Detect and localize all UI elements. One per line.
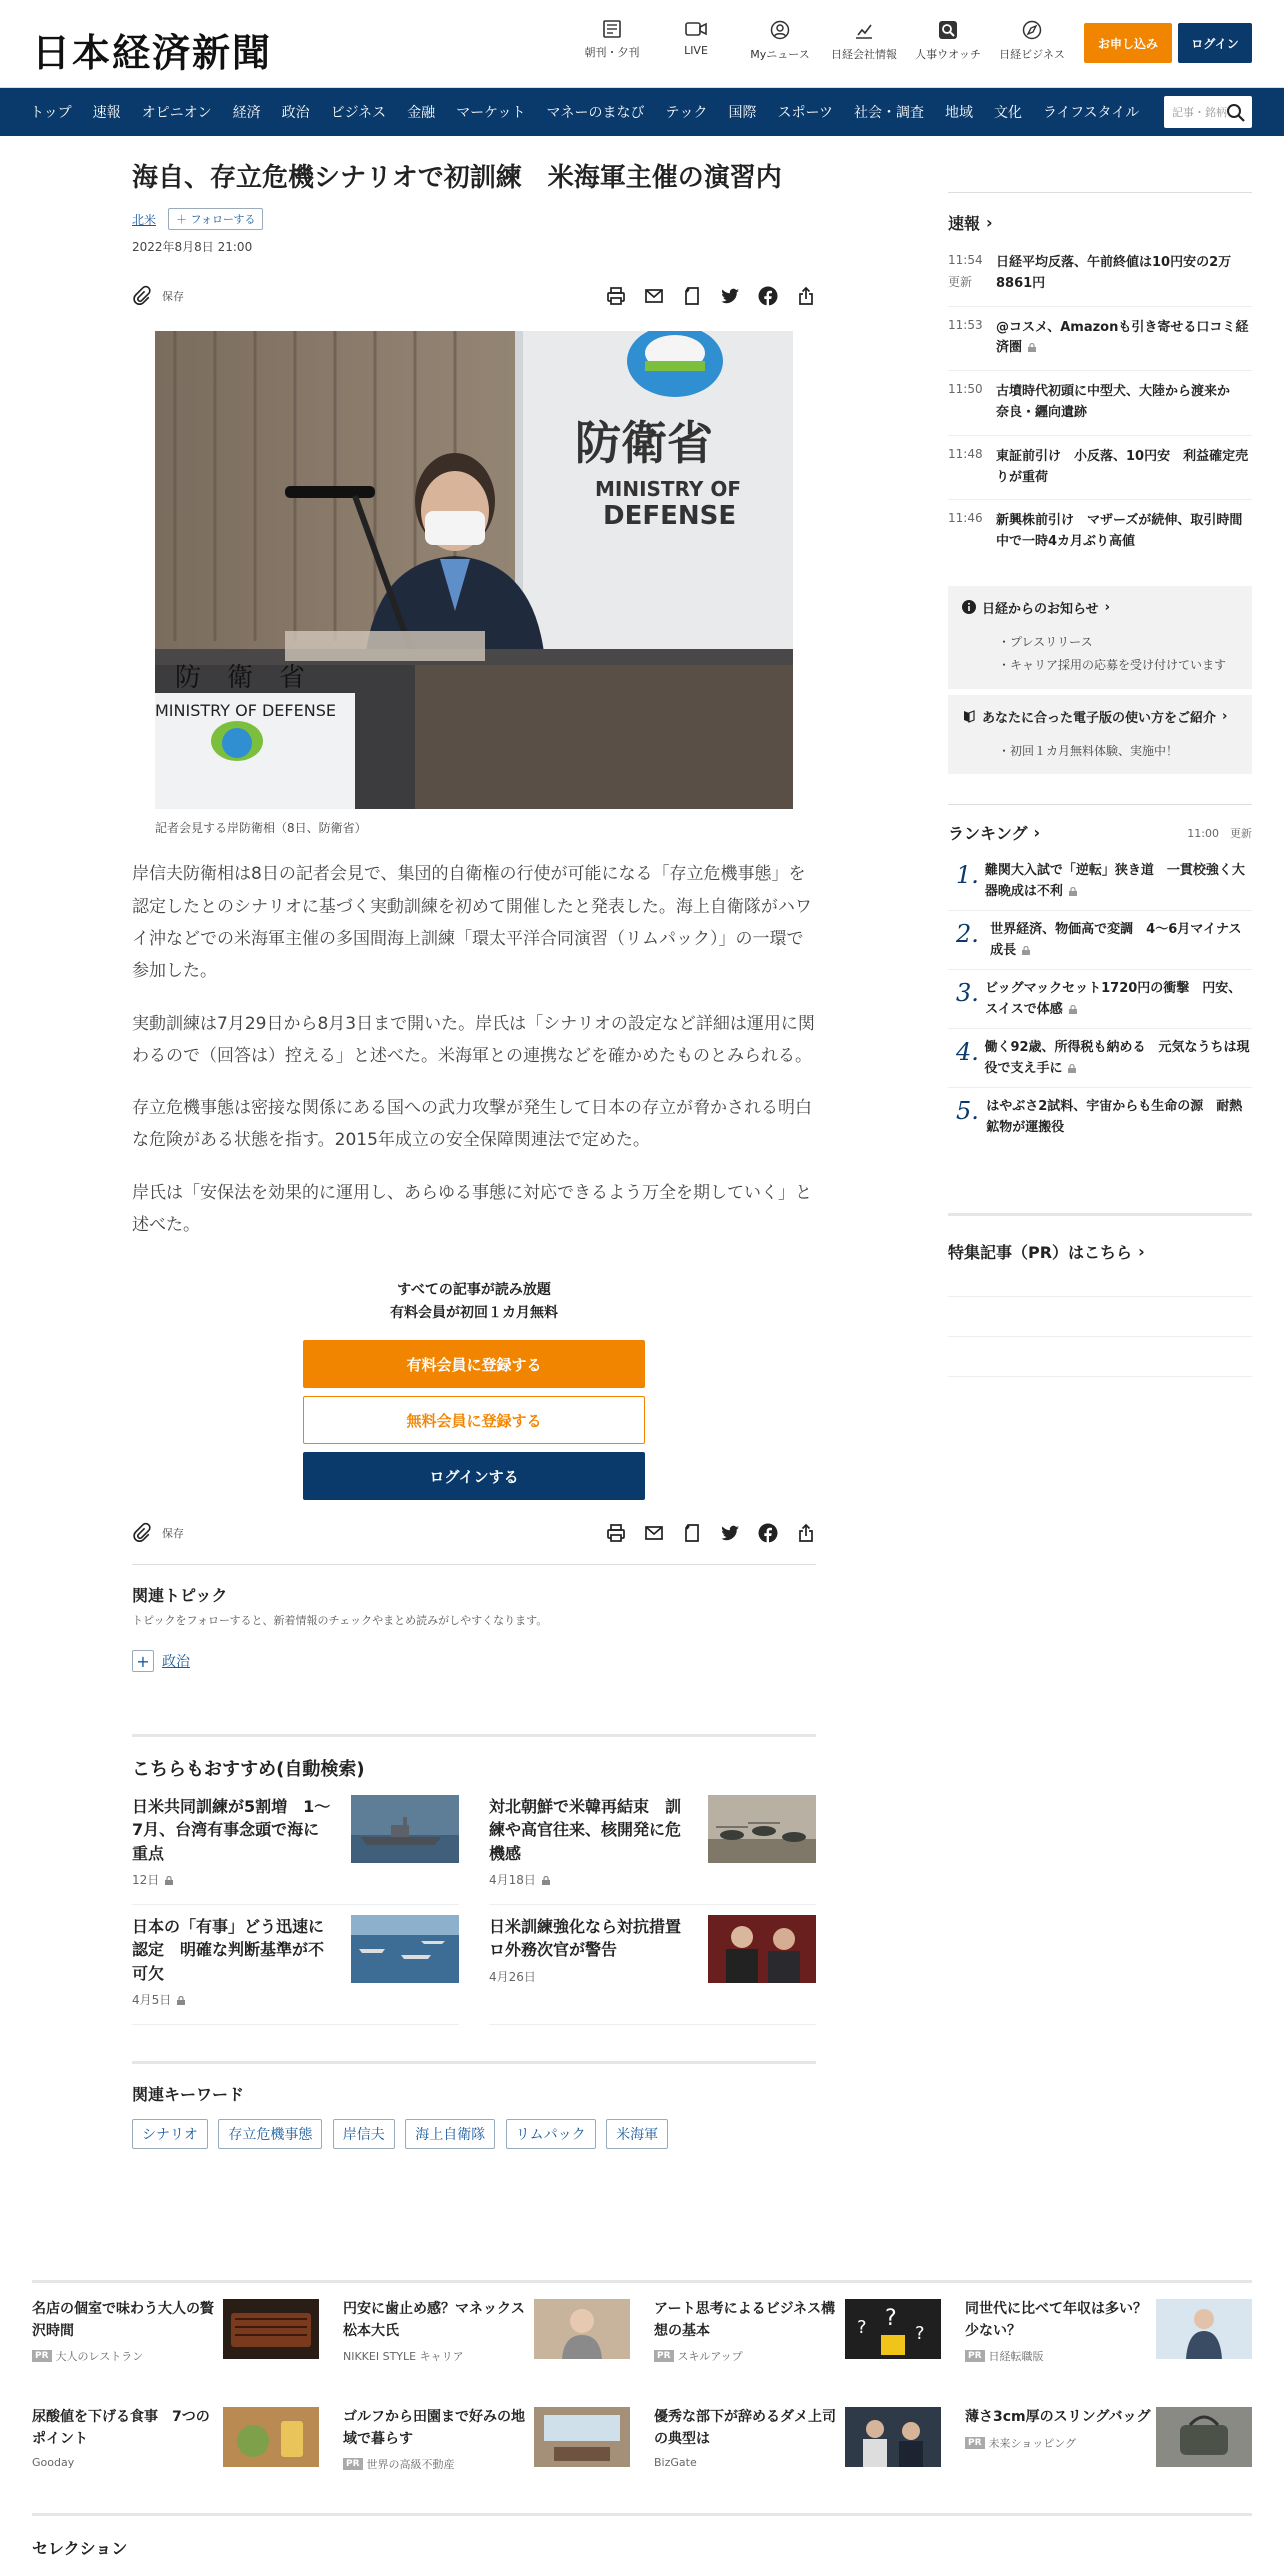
press-conference-image <box>155 331 793 809</box>
sidebar <box>948 192 1252 1377</box>
svg-text:?: ? <box>857 2317 867 2338</box>
nav-item[interactable]: トップ <box>30 105 72 121</box>
keyword-list <box>132 2119 816 2149</box>
flash-news-list <box>948 242 1252 564</box>
header-link-paper[interactable]: 朝刊・夕刊 <box>570 20 654 62</box>
svg-text:防 衛 省: 防 衛 省 <box>175 663 306 694</box>
keywords-section <box>132 2061 816 2149</box>
search-icon[interactable] <box>1226 103 1246 123</box>
bottom-grid <box>32 2283 1252 2499</box>
paperclip-icon <box>132 285 152 307</box>
free-register-button[interactable]: 無料会員に登録する <box>303 1396 645 1444</box>
note-icon[interactable] <box>682 286 702 306</box>
note-icon[interactable] <box>682 1523 702 1543</box>
interior-image <box>534 2407 630 2467</box>
mail-icon[interactable] <box>644 286 664 306</box>
save-button[interactable]: 保存 <box>132 1522 184 1544</box>
nav-item[interactable]: 速報 <box>92 105 121 121</box>
office-image <box>845 2407 941 2467</box>
chevron-right-icon: › <box>1138 1242 1145 1262</box>
twitter-icon[interactable] <box>720 1523 740 1543</box>
book-icon <box>962 709 976 723</box>
article-photo <box>155 331 793 809</box>
keywords-title: 関連キーワード <box>132 2085 245 2105</box>
flash-item[interactable]: 11:53 @コスメ、Amazonも引き寄せる口コミ経済圏 <box>948 307 1252 372</box>
promo-item[interactable]: 円安に歯止め感？マネックス松本大氏 NIKKEI STYLE キャリア <box>343 2283 630 2391</box>
save-button[interactable]: 保存 <box>132 285 184 307</box>
ranking-list <box>948 852 1252 1147</box>
header-link-company[interactable]: 日経会社情報 <box>822 20 906 62</box>
ranking-title[interactable]: ランキング › <box>948 823 1041 844</box>
promo-item[interactable]: 優秀な部下が辞めるダメ上司の典型は BizGate <box>654 2391 941 2499</box>
related-topics-title: 関連トピック <box>132 1586 228 1606</box>
nav-item[interactable]: ライフスタイル <box>1042 105 1140 121</box>
apply-button[interactable]: お申し込み <box>1084 23 1172 63</box>
chevron-right-icon: › <box>1033 823 1041 843</box>
nav-item[interactable]: 文化 <box>993 105 1022 121</box>
plus-icon[interactable]: + <box>132 1650 154 1672</box>
ranking-item[interactable]: 4. 働く92歳、所得税も納める 元気なうちは現役で支え手に <box>948 1029 1252 1088</box>
helicopters-image <box>708 1795 816 1863</box>
chevron-right-icon: › <box>1104 599 1110 615</box>
flash-item[interactable]: 11:46 新興株前引け マザーズが続伸、取引時間中で一時4カ月ぶり高値 <box>948 511 1243 550</box>
twitter-icon[interactable] <box>720 286 740 306</box>
main-nav <box>0 88 1284 136</box>
promo-item[interactable]: アート思考によるビジネス構想の基本 PR スキルアップ ? ? ? <box>654 2283 941 2391</box>
promo-item[interactable]: 同世代に比べて年収は多い？少ない？ PR 日経転職版 <box>965 2283 1252 2391</box>
food-image <box>223 2407 319 2467</box>
header-link-jinji[interactable]: 人事ウオッチ <box>906 20 990 62</box>
ranking-item[interactable]: 2. 世界経済、物価高で変調 4～6月マイナス成長 <box>948 911 1252 970</box>
notice-item[interactable]: ・プレスリリース <box>998 634 1093 649</box>
paywall-login-button[interactable]: ログインする <box>303 1452 645 1500</box>
lock-icon <box>1068 1064 1076 1073</box>
lock-icon <box>1028 343 1036 352</box>
pr-placeholder <box>948 1337 1252 1377</box>
recommend-item[interactable]: 日米共同訓練が5割増 1～7月、台湾有事念頭で海に重点 12日 <box>132 1785 459 1905</box>
nav-item[interactable]: スポーツ <box>777 105 833 121</box>
mail-icon[interactable] <box>644 1523 664 1543</box>
lock-icon <box>1022 946 1030 955</box>
header-link-live[interactable]: LIVE <box>654 20 738 62</box>
warship-image <box>351 1795 459 1863</box>
header-link-business[interactable]: 日経ビジネス <box>990 20 1074 62</box>
pr-title[interactable]: 特集記事（PR）はこちら › <box>948 1242 1145 1263</box>
newspaper-icon <box>602 20 622 38</box>
paywall-line: すべての記事が読み放題 <box>397 1282 551 1299</box>
header-icons <box>570 20 1074 62</box>
notice-title[interactable]: 日経からのお知らせ › <box>962 598 1238 617</box>
lock-icon <box>177 1996 185 2005</box>
article-date: 2022年8月8日 21:00 <box>132 240 253 255</box>
header-link-mynews[interactable]: Myニュース <box>738 20 822 62</box>
keyword-tag[interactable]: シナリオ <box>132 2119 208 2149</box>
article-paragraph: 岸信夫防衛相は8日の記者会見で、集団的自衛権の行使が可能になる「存立危機事態」を認定したとのシナリオに基づく実動訓練を初めて開催したと発表した。海上自衛隊がハワイ沖などでの米海軍主催の多国間海上訓練「環太平洋合同演習（リムパック）」の一環で参加した。 <box>132 864 812 982</box>
photo-caption: 記者会見する岸防衛相（8日、防衛省） <box>155 821 367 836</box>
share-buttons <box>606 1523 816 1543</box>
recommend-item[interactable]: 日本の「有事」どう迅速に認定 明確な判断基準が不可欠 4月5日 <box>132 1905 459 2025</box>
share-icon[interactable] <box>796 286 816 306</box>
fleet-image <box>351 1915 459 1983</box>
facebook-icon[interactable] <box>758 1523 778 1543</box>
pr-section <box>948 1213 1252 1297</box>
restaurant-image <box>223 2299 319 2359</box>
nav-item[interactable]: 社会・調査 <box>853 105 924 121</box>
nav-item[interactable]: 経済 <box>232 105 261 121</box>
nav-item[interactable]: 国際 <box>728 105 757 121</box>
article-paragraph: 岸氏は「安保法を効果的に運用し、あらゆる事態に対応できるよう万全を期していく」と述べた。 <box>132 1182 812 1236</box>
facebook-icon[interactable] <box>758 286 778 306</box>
svg-text:MINISTRY OF DEFENSE: MINISTRY OF DEFENSE <box>155 701 336 721</box>
ranking-header: ランキング › 11:00 更新 <box>948 804 1252 844</box>
pr-placeholder <box>948 1297 1252 1337</box>
keyword-tag[interactable]: 米海軍 <box>606 2119 668 2149</box>
lock-icon <box>542 1876 550 1885</box>
recommend-grid <box>132 1785 816 2025</box>
site-logo[interactable]: 日本経済新聞 <box>32 30 273 75</box>
svg-text:DEFENSE: DEFENSE <box>603 501 737 532</box>
bottom-recommend <box>32 2280 1252 2559</box>
flash-item[interactable]: 11:48 東証前引け 小反落、10円安 利益確定売りが重荷 <box>948 436 1252 501</box>
chevron-right-icon: › <box>1222 708 1228 724</box>
businessman-image <box>1156 2299 1252 2359</box>
notice-item[interactable]: ・初回１カ月無料体験、実施中！ <box>998 743 1179 758</box>
lock-icon <box>165 1876 173 1885</box>
article-paragraph: 存立危機事態は密接な関係にある国への武力攻撃が発生して日本の存立が脅かされる明白な危険がある状態を指す。2015年成立の安全保障関連法で定めた。 <box>132 1098 812 1151</box>
svg-text:?: ? <box>885 2306 897 2331</box>
keyword-tag[interactable]: リムパック <box>506 2119 596 2149</box>
related-topics-desc: トピックをフォローすると、新着情報のチェックやまとめ読みがしやすくなります。 <box>132 1614 548 1628</box>
paperclip-icon <box>132 1522 152 1544</box>
flash-item[interactable]: 11:54 更新 日経平均反落、午前終値は10円安の2万8861円 <box>948 242 1252 307</box>
article-toolbar-bottom <box>132 1518 816 1548</box>
paywall <box>132 1279 816 1500</box>
login-button[interactable]: ログイン <box>1178 23 1252 63</box>
follow-button[interactable]: ＋ フォローする <box>168 208 263 230</box>
guide-title[interactable]: あなたに合った電子版の使い方をご紹介 › <box>962 707 1238 726</box>
article-title: 海自、存立危機シナリオで初訓練 米海軍主催の演習内 <box>132 163 782 193</box>
article-tags <box>132 208 816 230</box>
nav-item[interactable]: 政治 <box>281 105 310 121</box>
question-marks-image <box>845 2299 941 2359</box>
ranking-item[interactable]: 3. ビッグマックセット1720円の衝撃 円安、スイスで体感 <box>948 970 1252 1029</box>
selection-title: セレクション <box>32 2539 128 2558</box>
ranking-item[interactable]: 1. 難関大入試で「逆転」狭き道 一貫校強く大器晩成は不利 <box>948 852 1252 911</box>
compass-icon <box>1022 20 1042 40</box>
recommend-item[interactable]: 日米訓練強化なら対抗措置 ロ外務次官が警告 4月26日 <box>489 1905 816 2025</box>
search-input[interactable]: 記事・銘柄 <box>1164 96 1252 128</box>
promo-item[interactable]: 薄さ3cm厚のスリングバッグ PR 未来ショッピング <box>965 2391 1252 2499</box>
nikkei-notice-box <box>948 586 1252 689</box>
nav-item[interactable]: オピニオン <box>141 105 212 121</box>
chevron-right-icon: › <box>986 213 993 232</box>
ranking-item[interactable]: 5. はやぶさ2試料、宇宙からも生命の源 耐熱鉱物が運搬役 <box>956 1097 1243 1136</box>
lock-icon <box>1069 887 1077 896</box>
topic-link[interactable]: 政治 <box>162 1654 190 1671</box>
paid-register-button[interactable]: 有料会員に登録する <box>303 1340 645 1388</box>
paywall-line: 有料会員が初回１カ月無料 <box>390 1304 558 1321</box>
nav-item[interactable]: テック <box>665 105 708 121</box>
share-icon[interactable] <box>796 1523 816 1543</box>
article-main <box>132 160 816 2149</box>
print-icon[interactable] <box>606 286 626 306</box>
article-paragraph: 実動訓練は7月29日から8月3日まで開いた。岸氏は「シナリオの設定など詳細は運用に関わるので（回答は）控える」と述べた。米海軍との連携などを確かめたものとみられる。 <box>132 1013 815 1066</box>
flash-news-title[interactable]: 速報 › <box>948 213 993 233</box>
site-header <box>0 0 1284 88</box>
recommend-section <box>132 1734 816 2025</box>
video-icon <box>684 20 708 38</box>
promo-item[interactable]: 名店の個室で味わう大人の贅沢時間 PR 大人のレストラン <box>32 2283 319 2391</box>
digital-guide-box <box>948 695 1252 775</box>
nav-item[interactable]: マネーのまなび <box>546 105 645 121</box>
info-icon <box>962 600 976 614</box>
interview-image <box>534 2299 630 2359</box>
print-icon[interactable] <box>606 1523 626 1543</box>
nav-item[interactable]: 地域 <box>944 105 973 121</box>
search-person-icon <box>938 20 958 40</box>
keyword-tag[interactable]: 岸信夫 <box>333 2119 395 2149</box>
nav-item[interactable]: ビジネス <box>330 105 387 121</box>
bag-image <box>1156 2407 1252 2467</box>
keyword-tag[interactable]: 存立危機事態 <box>218 2119 322 2149</box>
chart-icon <box>854 20 874 40</box>
promo-item[interactable]: ゴルフから田園まで好みの地域で暮らす PR 世界の高級不動産 <box>343 2391 630 2499</box>
user-icon <box>770 20 790 40</box>
officials-image <box>708 1915 816 1983</box>
lock-icon <box>1069 1005 1077 1014</box>
article-toolbar-top <box>132 281 816 311</box>
plus-icon: ＋ <box>176 213 191 227</box>
recommend-title: こちらもおすすめ(自動検索) <box>132 1759 365 1781</box>
svg-text:防衛省: 防衛省 <box>575 416 713 471</box>
svg-text:MINISTRY OF: MINISTRY OF <box>595 477 741 502</box>
flash-item[interactable]: 11:50 古墳時代初頭に中型犬、大陸から渡来か 奈良・纒向遺跡 <box>948 371 1252 436</box>
svg-text:?: ? <box>915 2323 925 2344</box>
topic-tag-link[interactable]: 北米 <box>132 212 157 227</box>
notice-item[interactable]: ・キャリア採用の応募を受け付けています <box>998 657 1227 672</box>
promo-item[interactable]: 尿酸値を下げる食事 7つのポイント Gooday <box>32 2391 319 2499</box>
nav-item[interactable]: 金融 <box>407 105 436 121</box>
recommend-item[interactable]: 対北朝鮮で米韓再結束 訓練や高官往来、核開発に危機感 4月18日 <box>489 1785 816 1905</box>
nav-item[interactable]: マーケット <box>456 105 526 121</box>
keyword-tag[interactable]: 海上自衛隊 <box>405 2119 495 2149</box>
related-topics <box>132 1564 816 1734</box>
topic-follow-row <box>132 1650 816 1672</box>
share-buttons <box>606 286 816 306</box>
